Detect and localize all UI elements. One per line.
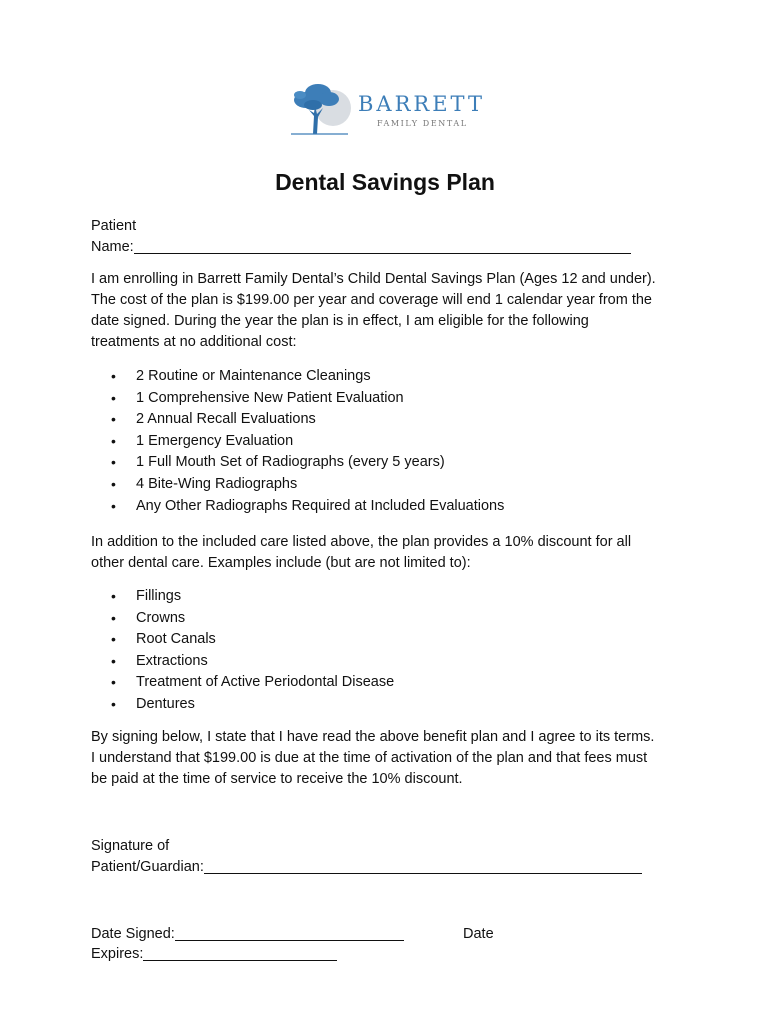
list-item: • Treatment of Active Periodontal Disease: [108, 672, 394, 694]
logo-subtitle: FAMILY DENTAL: [377, 119, 468, 128]
logo-name: BARRETT: [358, 92, 485, 116]
included-treatments-list: [108, 366, 504, 517]
patient-name-label: Name:: [91, 239, 134, 255]
agreement-paragraph: [91, 727, 691, 790]
paragraph-line: other dental care. Examples include (but are not limited to):: [91, 555, 471, 571]
paragraph-line: I understand that $199.00 is due at the time of activation of the plan and that fees must: [91, 750, 648, 766]
list-item: • Dentures: [108, 694, 394, 716]
list-item: • Crowns: [108, 608, 394, 630]
list-item: • Extractions: [108, 651, 394, 673]
paragraph-line: date signed. During the year the plan is in effect, I am eligible for the following: [91, 313, 589, 329]
list-item: • 1 Full Mouth Set of Radiographs (every 5 years): [108, 452, 504, 474]
discount-examples-list: [108, 586, 394, 716]
list-item: • Fillings: [108, 586, 394, 608]
date-expires-label: Date: [463, 926, 494, 942]
patient-label: Patient: [91, 218, 137, 234]
signature-row: [91, 857, 642, 878]
list-item: • Root Canals: [108, 629, 394, 651]
intro-paragraph: [91, 269, 691, 353]
paragraph-line: The cost of the plan is $199.00 per year and coverage will end 1 calendar year from the: [91, 292, 652, 308]
list-item: • 4 Bite-Wing Radiographs: [108, 474, 504, 496]
list-item: • 1 Comprehensive New Patient Evaluation: [108, 388, 504, 410]
date-expires-field[interactable]: [143, 946, 337, 961]
practice-logo: [286, 78, 486, 138]
list-item: • 2 Annual Recall Evaluations: [108, 409, 504, 431]
paragraph-line: By signing below, I state that I have read the above benefit plan and I agree to its terms.: [91, 729, 655, 745]
list-item: • 2 Routine or Maintenance Cleanings: [108, 366, 504, 388]
signature-label: Signature of: [91, 838, 170, 854]
date-signed-label: Date Signed:: [91, 926, 175, 942]
paragraph-line: be paid at the time of service to receive the 10% discount.: [91, 771, 463, 787]
list-item: • 1 Emergency Evaluation: [108, 431, 504, 453]
signature-field[interactable]: [204, 859, 642, 874]
date-signed-row: [91, 924, 404, 945]
date-signed-field[interactable]: [175, 926, 404, 941]
discount-paragraph: [91, 532, 691, 574]
date-expires-field-label: Expires:: [91, 946, 144, 962]
paragraph-line: treatments at no additional cost:: [91, 334, 297, 350]
date-expires-row: [91, 944, 337, 965]
tree-icon: [286, 78, 356, 138]
patient-name-field[interactable]: [134, 239, 631, 254]
page-title: Dental Savings Plan: [275, 169, 495, 195]
list-item: • Any Other Radiographs Required at Included Evaluations: [108, 496, 504, 518]
paragraph-line: I am enrolling in Barrett Family Dental’s Child Dental Savings Plan (Ages 12 and under).: [91, 271, 656, 287]
paragraph-line: In addition to the included care listed above, the plan provides a 10% discount for all: [91, 534, 632, 550]
signature-field-label: Patient/Guardian:: [91, 859, 204, 875]
patient-name-row: [91, 237, 631, 258]
